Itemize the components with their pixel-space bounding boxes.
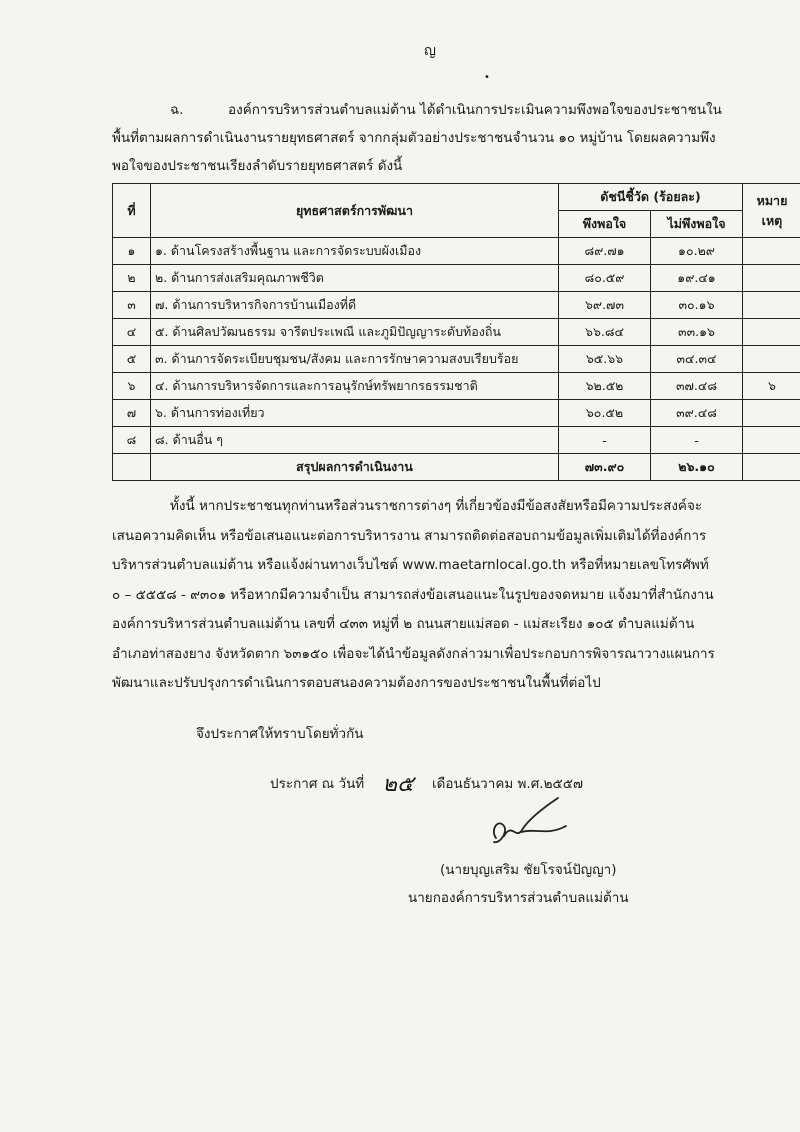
- summary-label: สรุปผลการดำเนินงาน: [151, 454, 559, 481]
- row-number: ๔: [113, 319, 151, 346]
- closing-line-7: พัฒนาและปรับปรุงการดำเนินการตอบสนองความต้องการของประชาชนในพื้นที่ต่อไป: [112, 675, 601, 691]
- row-satisfied: -: [559, 427, 651, 454]
- header-no: ที่: [113, 184, 151, 238]
- intro-line-3: พอใจของประชาชนเรียงลำดับรายยุทธศาสตร์ ดังนี้: [112, 158, 403, 174]
- row-number: ๒: [113, 265, 151, 292]
- summary-remark: [743, 454, 800, 481]
- row-strategy: ๖. ด้านการท่องเที่ยว: [151, 400, 559, 427]
- row-strategy: ๑. ด้านโครงสร้างพื้นฐาน และการจัดระบบผังเมือง: [151, 238, 559, 265]
- handwritten-signature: [482, 792, 582, 852]
- row-unsatisfied: ๓๗.๔๘: [651, 373, 743, 400]
- table-row: [113, 400, 800, 427]
- row-satisfied: ๘๙.๗๑: [559, 238, 651, 265]
- table-row: [113, 238, 800, 265]
- row-number: ๑: [113, 238, 151, 265]
- row-satisfied: ๖๙.๗๓: [559, 292, 651, 319]
- header-index: ดัชนีชี้วัด (ร้อยละ): [559, 184, 743, 211]
- closing-paragraph: [112, 492, 762, 699]
- row-satisfied: ๖๒.๕๒: [559, 373, 651, 400]
- row-strategy: ๕. ด้านศิลปวัฒนธรรม จารีตประเพณี และภูมิปัญญาระดับท้องถิ่น: [151, 319, 559, 346]
- summary-unsatisfied: ๒๖.๑๐: [651, 454, 743, 481]
- date-day: ๒๕: [382, 772, 414, 797]
- row-remark: [743, 238, 800, 265]
- date-month-year: เดือนธันวาคม พ.ศ.๒๕๕๗: [431, 776, 584, 792]
- row-strategy: ๔. ด้านการบริหารจัดการและการอนุรักษ์ทรัพยากรธรรมชาติ: [151, 373, 559, 400]
- row-unsatisfied: ๓๔.๓๔: [651, 346, 743, 373]
- date-prefix: ประกาศ ณ วันที่: [270, 776, 365, 792]
- closing-line-5: องค์การบริหารส่วนตำบลแม่ต้าน เลขที่ ๔๓๓ หมู่ที่ ๒ ถนนสายแม่สอด - แม่สะเรียง ๑๐๕ ตำบลแม่ต้าน: [112, 616, 695, 632]
- table-row: [113, 265, 800, 292]
- row-number: ๗: [113, 400, 151, 427]
- header-remark: [743, 184, 800, 238]
- row-remark: [743, 292, 800, 319]
- summary-empty-cell: [113, 454, 151, 481]
- page-number: ญ: [424, 43, 436, 59]
- table-row: [113, 427, 800, 454]
- summary-row: [113, 454, 800, 481]
- table-row: [113, 346, 800, 373]
- satisfaction-table: [112, 183, 800, 481]
- row-number: ๖: [113, 373, 151, 400]
- closing-line-6: อำเภอท่าสองยาง จังหวัดตาก ๖๓๑๕๐ เพื่อจะได้นำข้อมูลดังกล่าวมาเพื่อประกอบการพิจารณาวางแผนการ: [112, 645, 715, 662]
- header-remark-line-2: เหตุ: [761, 212, 783, 228]
- row-unsatisfied: ๓๐.๑๖: [651, 292, 743, 319]
- closing-line-1: ทั้งนี้ หากประชาชนทุกท่านหรือส่วนราชการต่างๆ ที่เกี่ยวข้องมีข้อสงสัยหรือมีความประสงค์จะ: [170, 498, 703, 514]
- row-satisfied: ๖๕.๖๖: [559, 346, 651, 373]
- row-satisfied: ๖๖.๘๔: [559, 319, 651, 346]
- intro-line-2: พื้นที่ตามผลการดำเนินงานรายยุทธศาสตร์ จากกลุ่มตัวอย่างประชาชนจำนวน ๑๐ หมู่บ้าน โดยผลความพึง: [112, 130, 716, 146]
- announcement: จึงประกาศให้ทราบโดยทั่วกัน: [196, 726, 364, 742]
- table-row: [113, 292, 800, 319]
- summary-satisfied: ๗๓.๙๐: [559, 454, 651, 481]
- row-remark: ๖: [743, 373, 800, 400]
- closing-line-4: ๐ – ๕๕๕๘ - ๙๓๐๑ หรือหากมีความจำเป็น สามารถส่งข้อเสนอแนะในรูปของจดหมาย แจ้งมาที่สำนักงาน: [112, 586, 714, 603]
- intro-letter: ฉ.: [170, 102, 184, 118]
- row-remark: [743, 346, 800, 373]
- decorative-dot: •: [484, 72, 490, 83]
- table-row: [113, 319, 800, 346]
- closing-line-2: เสนอความคิดเห็น หรือข้อเสนอแนะต่อการบริหารงาน สามารถติดต่อสอบถามข้อมูลเพิ่มเติมได้ที่องค์การ: [112, 527, 707, 544]
- row-remark: [743, 427, 800, 454]
- closing-line-3: บริหารส่วนตำบลแม่ต้าน หรือแจ้งผ่านทางเว็บไซต์ www.maetarnlocal.go.th หรือที่หมายเลขโทรศัพท์: [112, 557, 709, 573]
- row-strategy: ๘. ด้านอื่น ๆ: [151, 427, 559, 454]
- header-strategy: ยุทธศาสตร์การพัฒนา: [151, 184, 559, 238]
- row-unsatisfied: -: [651, 427, 743, 454]
- signer-title: นายกองค์การบริหารส่วนตำบลแม่ต้าน: [408, 890, 629, 906]
- row-remark: [743, 265, 800, 292]
- row-unsatisfied: ๓๙.๔๘: [651, 400, 743, 427]
- row-unsatisfied: ๓๓.๑๖: [651, 319, 743, 346]
- row-remark: [743, 400, 800, 427]
- signer-name: (นายบุญเสริม ชัยโรจน์ปัญญา): [440, 862, 617, 878]
- header-remark-line-1: หมาย: [756, 192, 788, 208]
- row-strategy: ๗. ด้านการบริหารกิจการบ้านเมืองที่ดี: [151, 292, 559, 319]
- row-strategy: ๒. ด้านการส่งเสริมคุณภาพชีวิต: [151, 265, 559, 292]
- row-satisfied: ๖๐.๕๒: [559, 400, 651, 427]
- intro-line-1: องค์การบริหารส่วนตำบลแม่ต้าน ได้ดำเนินการประเมินความพึงพอใจของประชาชนใน: [228, 102, 722, 118]
- row-number: ๘: [113, 427, 151, 454]
- row-number: ๓: [113, 292, 151, 319]
- row-unsatisfied: ๑๐.๒๙: [651, 238, 743, 265]
- row-remark: [743, 319, 800, 346]
- header-satisfied: พึงพอใจ: [559, 211, 651, 238]
- table-row: [113, 373, 800, 400]
- row-unsatisfied: ๑๙.๔๑: [651, 265, 743, 292]
- header-unsatisfied: ไม่พึงพอใจ: [651, 211, 743, 238]
- row-number: ๕: [113, 346, 151, 373]
- row-strategy: ๓. ด้านการจัดระเบียบชุมชน/สังคม และการรักษาความสงบเรียบร้อย: [151, 346, 559, 373]
- intro-paragraph: [112, 96, 762, 180]
- row-satisfied: ๘๐.๕๙: [559, 265, 651, 292]
